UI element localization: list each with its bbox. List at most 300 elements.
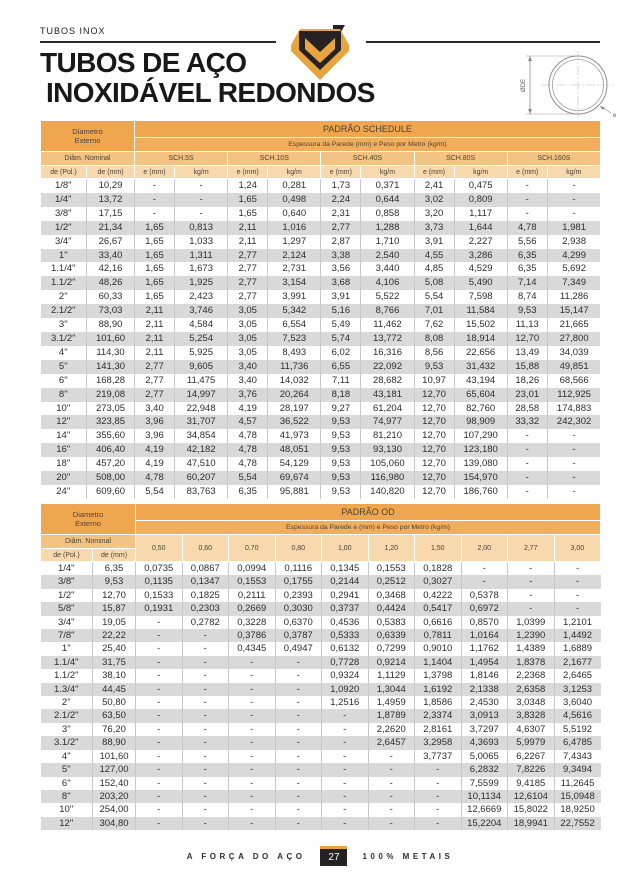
- cell-value: 8,18: [321, 388, 361, 402]
- cell-value: 1,311: [175, 249, 228, 263]
- cell-value: 2,8161: [415, 723, 462, 736]
- cell-nominal-pol: 1/2": [57, 589, 75, 601]
- cell-value: 7,598: [454, 290, 507, 304]
- cell-value: 1,0920: [322, 683, 369, 696]
- cell-nominal-pol: 2.1/2": [50, 305, 76, 317]
- cell-value: -: [275, 709, 322, 722]
- cell-value: 1,4959: [368, 696, 415, 709]
- cell-value: 0,2669: [229, 602, 276, 615]
- cell-value: -: [135, 207, 175, 221]
- cell-value: 3,7297: [461, 723, 508, 736]
- table-title: PADRÃO OD: [136, 504, 601, 521]
- table-row: [41, 709, 601, 722]
- table-row: [41, 629, 601, 642]
- cell-value: -: [322, 790, 369, 803]
- cell-nominal-pol: 5": [61, 764, 71, 776]
- cell-value: 1,033: [175, 235, 228, 249]
- cell-value: 54,129: [268, 457, 321, 471]
- cell-value: 3,0348: [508, 696, 555, 709]
- cell-nominal-pol: 1": [58, 249, 68, 261]
- cell-value: 0,1553: [229, 575, 276, 588]
- divider-right: [366, 41, 600, 43]
- cell-nominal-mm: 152,40: [93, 777, 136, 790]
- cell-value: 1,4492: [554, 629, 601, 642]
- table-subtitle: Espessura da Parede e (mm) e Peso por Metro (kg/m): [136, 521, 601, 535]
- cell-value: -: [554, 562, 601, 576]
- table-header-row: [41, 152, 601, 166]
- cell-value: -: [182, 629, 229, 642]
- table-row: [41, 388, 601, 402]
- cell-value: 10,97: [414, 374, 454, 388]
- cell-value: 139,080: [454, 457, 507, 471]
- cell-value: 9,53: [321, 415, 361, 429]
- cell-value: -: [182, 750, 229, 763]
- cell-nominal-mm: 44,45: [93, 683, 136, 696]
- cell-nominal-pol: 3.1/2": [53, 737, 79, 749]
- cell-value: -: [322, 803, 369, 816]
- cell-value: 36,522: [268, 415, 321, 429]
- cell-value: 12,70: [414, 457, 454, 471]
- cell-value: 18,9250: [554, 803, 601, 816]
- cell-nominal-pol: 6": [58, 374, 68, 386]
- cell-value: 7,8226: [508, 763, 555, 776]
- cell-value: 14,997: [175, 388, 228, 402]
- cell-value: 4,78: [228, 457, 268, 471]
- cell-value: -: [368, 750, 415, 763]
- thickness-header: 1,50: [415, 535, 462, 562]
- cell-value: -: [547, 485, 600, 499]
- cell-nominal-mm: 168,28: [87, 374, 135, 388]
- cell-value: -: [368, 817, 415, 830]
- cell-value: 11,736: [268, 360, 321, 374]
- cell-value: 2,3374: [415, 709, 462, 722]
- cell-value: 5,74: [321, 332, 361, 346]
- table-row: [41, 193, 601, 207]
- cell-value: 2,77: [228, 276, 268, 290]
- table-row: [41, 562, 601, 576]
- footer-slogan-left: A FORÇA DO AÇO: [186, 851, 306, 861]
- cell-value: 0,0735: [136, 562, 183, 576]
- table-row: [41, 443, 601, 457]
- cell-value: 0,5378: [461, 589, 508, 602]
- cell-value: 3,2958: [415, 736, 462, 749]
- cell-value: 2,11: [135, 318, 175, 332]
- page-title-line2: INOXIDÁVEL REDONDOS: [46, 77, 375, 108]
- table-row: [41, 642, 601, 655]
- cell-value: 4,78: [228, 429, 268, 443]
- table-row: [41, 262, 601, 276]
- corner-header: [41, 504, 136, 535]
- cell-value: 4,85: [414, 262, 454, 276]
- cell-value: -: [182, 669, 229, 682]
- table-row: [41, 803, 601, 816]
- page-title-line1: TUBOS DE AÇO: [40, 47, 247, 78]
- cell-value: -: [136, 683, 183, 696]
- cell-value: 6,55: [321, 360, 361, 374]
- cell-value: 22,948: [175, 402, 228, 416]
- cell-value: 0,3786: [229, 629, 276, 642]
- cell-value: 123,180: [454, 443, 507, 457]
- cell-value: -: [182, 763, 229, 776]
- table-title: PADRÃO SCHEDULE: [135, 121, 601, 138]
- page-title: [40, 48, 375, 108]
- cell-value: -: [322, 817, 369, 830]
- cell-value: -: [229, 790, 276, 803]
- cell-value: 12,70: [414, 443, 454, 457]
- cell-nominal-mm: 10,29: [87, 179, 135, 193]
- cell-value: 4,55: [414, 249, 454, 263]
- table-row: [41, 457, 601, 471]
- cell-value: 0,3030: [275, 602, 322, 615]
- cell-value: 60,207: [175, 471, 228, 485]
- cell-value: 23,01: [507, 388, 547, 402]
- cell-nominal-pol: 3.1/2": [50, 332, 76, 344]
- cell-value: 4,529: [454, 262, 507, 276]
- cell-value: 154,970: [454, 471, 507, 485]
- cell-value: 33,32: [507, 415, 547, 429]
- cell-nominal-mm: 50,80: [93, 696, 136, 709]
- cell-value: 1,1404: [415, 656, 462, 669]
- cell-value: 9,53: [321, 471, 361, 485]
- col-header-e: e (mm): [414, 166, 454, 179]
- cell-value: -: [136, 817, 183, 830]
- cell-value: 1,1129: [368, 669, 415, 682]
- cell-value: 34,039: [547, 346, 600, 360]
- cell-value: 2,87: [321, 235, 361, 249]
- cell-value: 21,665: [547, 318, 600, 332]
- cell-value: 7,523: [268, 332, 321, 346]
- cell-value: -: [229, 696, 276, 709]
- cell-value: 116,980: [361, 471, 414, 485]
- cell-value: 9,53: [321, 429, 361, 443]
- cell-value: -: [275, 777, 322, 790]
- cell-value: 3,05: [228, 304, 268, 318]
- cell-nominal-mm: 219,08: [87, 388, 135, 402]
- cell-nominal-pol: 3": [61, 723, 71, 735]
- cell-nominal-mm: 304,80: [93, 817, 136, 830]
- cell-value: -: [229, 777, 276, 790]
- cell-value: -: [368, 803, 415, 816]
- col-header-e: e (mm): [507, 166, 547, 179]
- cell-nominal-pol: 1.1/4": [53, 656, 79, 668]
- cell-value: 20,264: [268, 388, 321, 402]
- table-row: [41, 683, 601, 696]
- cell-value: 3,991: [268, 290, 321, 304]
- thickness-header: 0,80: [275, 535, 322, 562]
- cell-nominal-mm: 273,05: [87, 402, 135, 416]
- cell-value: 4,106: [361, 276, 414, 290]
- cell-value: -: [182, 736, 229, 749]
- cell-value: 7,62: [414, 318, 454, 332]
- cell-value: 0,3228: [229, 616, 276, 629]
- cell-value: -: [554, 589, 601, 602]
- cell-value: -: [508, 562, 555, 576]
- cell-value: -: [275, 790, 322, 803]
- cell-value: 5,08: [414, 276, 454, 290]
- cell-value: 3,20: [414, 207, 454, 221]
- cell-nominal-mm: 6,35: [93, 562, 136, 576]
- col-header-kg: kg/m: [175, 166, 228, 179]
- cell-value: -: [547, 457, 600, 471]
- thickness-header: 1,00: [322, 535, 369, 562]
- cell-value: -: [507, 179, 547, 193]
- cell-value: 22,7552: [554, 817, 601, 830]
- cell-value: 9,27: [321, 402, 361, 416]
- cell-value: -: [508, 602, 555, 615]
- cell-nominal-pol: 16": [56, 444, 71, 456]
- wall-thickness-label: e: [613, 113, 617, 118]
- cell-value: 0,3787: [275, 629, 322, 642]
- cell-value: 1,24: [228, 179, 268, 193]
- cell-value: 0,2303: [182, 602, 229, 615]
- cell-value: 3,38: [321, 249, 361, 263]
- cell-value: 1,65: [135, 249, 175, 263]
- cell-value: 0,281: [268, 179, 321, 193]
- cell-value: 0,6132: [322, 642, 369, 655]
- cell-value: 0,1116: [275, 562, 322, 576]
- cell-value: 43,181: [361, 388, 414, 402]
- cell-nominal-pol: 1": [61, 643, 71, 655]
- cell-value: 2,77: [135, 360, 175, 374]
- cell-nominal-pol: 1/4": [54, 193, 72, 205]
- cell-value: 41,973: [268, 429, 321, 443]
- cell-value: 1,4954: [461, 656, 508, 669]
- cell-value: -: [229, 709, 276, 722]
- table-row: [41, 290, 601, 304]
- cell-value: 0,1553: [368, 562, 415, 576]
- cell-value: -: [322, 763, 369, 776]
- cell-nominal-mm: 203,20: [93, 790, 136, 803]
- cell-value: -: [229, 723, 276, 736]
- thickness-header: 1,20: [368, 535, 415, 562]
- cell-value: 5,254: [175, 332, 228, 346]
- table-subtitle: Espessura da Parede (mm) e Peso por Metro (kg/m): [135, 138, 601, 152]
- cell-value: -: [554, 575, 601, 588]
- cell-value: -: [415, 777, 462, 790]
- cell-value: -: [508, 589, 555, 602]
- cell-value: -: [136, 790, 183, 803]
- cell-value: 0,6339: [368, 629, 415, 642]
- cell-nominal-mm: 127,00: [93, 763, 136, 776]
- cell-value: 8,08: [414, 332, 454, 346]
- cell-value: -: [275, 736, 322, 749]
- table-header-row: [41, 535, 601, 549]
- table-row: [41, 777, 601, 790]
- cell-nominal-pol: 1.1/4": [50, 263, 76, 275]
- corner-line1: Diametro: [72, 127, 103, 136]
- divider-left: [40, 41, 276, 43]
- nominal-header: Diâm. Nominal: [41, 152, 135, 166]
- table-row: [41, 207, 601, 221]
- cell-value: 1,117: [454, 207, 507, 221]
- cell-value: 0,6972: [461, 602, 508, 615]
- cell-value: 3,96: [135, 415, 175, 429]
- cell-nominal-pol: 3/4": [57, 616, 75, 628]
- table-row: [41, 790, 601, 803]
- cell-value: 9,53: [507, 304, 547, 318]
- cell-value: 4,299: [547, 249, 600, 263]
- cell-value: 2,77: [228, 249, 268, 263]
- cell-value: -: [229, 803, 276, 816]
- cell-value: -: [136, 736, 183, 749]
- cell-value: 22,656: [454, 346, 507, 360]
- thickness-header: 2,00: [461, 535, 508, 562]
- cell-value: 2,11: [135, 332, 175, 346]
- cell-value: 11,462: [361, 318, 414, 332]
- cell-value: 4,19: [135, 443, 175, 457]
- cell-value: 1,3798: [415, 669, 462, 682]
- cell-value: 5,16: [321, 304, 361, 318]
- cell-value: -: [322, 723, 369, 736]
- cell-value: 61,204: [361, 402, 414, 416]
- cell-value: 3,73: [414, 221, 454, 235]
- col-header-pol: de (Pol.): [41, 166, 87, 179]
- col-header-mm: de (mm): [87, 166, 135, 179]
- cell-value: -: [229, 669, 276, 682]
- cell-value: 15,8022: [508, 803, 555, 816]
- cell-value: 2,11: [228, 235, 268, 249]
- cell-value: 1,8789: [368, 709, 415, 722]
- cell-nominal-pol: 18": [56, 458, 71, 470]
- cell-value: 69,674: [268, 471, 321, 485]
- cell-value: 4,5616: [554, 709, 601, 722]
- cell-value: -: [136, 629, 183, 642]
- cell-value: 1,6192: [415, 683, 462, 696]
- cell-value: 3,05: [228, 346, 268, 360]
- cell-value: -: [507, 207, 547, 221]
- table-row: [41, 723, 601, 736]
- cell-value: 0,2512: [368, 575, 415, 588]
- cell-value: 1,8586: [415, 696, 462, 709]
- cell-value: 1,65: [228, 207, 268, 221]
- cell-value: 6,35: [507, 249, 547, 263]
- col-header-kg: kg/m: [361, 166, 414, 179]
- cell-value: 3,154: [268, 276, 321, 290]
- cell-value: -: [508, 575, 555, 588]
- cell-nominal-mm: 88,90: [93, 736, 136, 749]
- cell-value: 11,2645: [554, 777, 601, 790]
- cell-value: 1,65: [135, 262, 175, 276]
- cell-nominal-pol: 24": [56, 485, 71, 497]
- cell-value: 93,130: [361, 443, 414, 457]
- diameter-dim-label: ØDE: [521, 78, 527, 93]
- cell-value: -: [554, 602, 601, 615]
- cell-nominal-pol: 1/8": [54, 180, 72, 191]
- cell-value: 1,3044: [368, 683, 415, 696]
- cell-value: 74,977: [361, 415, 414, 429]
- table-header-row: [41, 121, 601, 138]
- table-row: [41, 616, 601, 629]
- cell-value: -: [229, 817, 276, 830]
- table-row: [41, 235, 601, 249]
- cell-value: -: [182, 696, 229, 709]
- cell-value: 0,1533: [136, 589, 183, 602]
- cell-value: 49,851: [547, 360, 600, 374]
- cell-value: 31,432: [454, 360, 507, 374]
- cell-nominal-mm: 48,26: [87, 276, 135, 290]
- cell-value: 2,2368: [508, 669, 555, 682]
- cell-value: 27,800: [547, 332, 600, 346]
- cell-value: 1,981: [547, 221, 600, 235]
- cell-value: -: [175, 179, 228, 193]
- table-row: [41, 360, 601, 374]
- cell-value: 6,2832: [461, 763, 508, 776]
- col-header-mm: de (mm): [93, 549, 136, 562]
- cell-value: 4,78: [135, 471, 175, 485]
- cell-value: -: [368, 763, 415, 776]
- cell-value: 3,02: [414, 193, 454, 207]
- cell-nominal-pol: 8": [58, 388, 68, 400]
- cell-value: 7,01: [414, 304, 454, 318]
- cell-value: 0,8570: [461, 616, 508, 629]
- tube-diagram-drawing: [510, 50, 634, 118]
- cell-value: 4,584: [175, 318, 228, 332]
- cell-value: 1,65: [135, 276, 175, 290]
- cell-nominal-pol: 10": [56, 402, 71, 414]
- cell-value: 0,1347: [182, 575, 229, 588]
- cell-value: 2,77: [135, 388, 175, 402]
- cell-value: 1,016: [268, 221, 321, 235]
- cell-value: 3,91: [321, 290, 361, 304]
- cell-value: 9,53: [414, 360, 454, 374]
- cell-value: -: [229, 683, 276, 696]
- cell-value: 0,1755: [275, 575, 322, 588]
- cell-value: -: [175, 207, 228, 221]
- cell-value: -: [175, 193, 228, 207]
- cell-nominal-pol: 12": [59, 817, 74, 829]
- cell-value: 1,4389: [508, 642, 555, 655]
- cell-value: 1,2390: [508, 629, 555, 642]
- table-row: [41, 485, 601, 499]
- table-row: [41, 589, 601, 602]
- cell-value: 1,73: [321, 179, 361, 193]
- cell-value: 0,1345: [322, 562, 369, 576]
- cell-value: -: [368, 790, 415, 803]
- cell-value: 0,1135: [136, 575, 183, 588]
- cell-value: 0,3468: [368, 589, 415, 602]
- cell-value: -: [182, 683, 229, 696]
- cell-value: 31,707: [175, 415, 228, 429]
- cell-value: 12,6669: [461, 803, 508, 816]
- cell-value: -: [275, 669, 322, 682]
- cell-value: 0,2144: [322, 575, 369, 588]
- cell-value: 2,11: [228, 221, 268, 235]
- cell-nominal-mm: 42,16: [87, 262, 135, 276]
- cell-value: 0,4536: [322, 616, 369, 629]
- cell-value: 2,2620: [368, 723, 415, 736]
- cell-value: -: [547, 193, 600, 207]
- cell-value: 0,6616: [415, 616, 462, 629]
- cell-value: 3,40: [135, 402, 175, 416]
- cell-value: 12,70: [414, 388, 454, 402]
- cell-value: -: [322, 777, 369, 790]
- cell-value: 9,53: [321, 457, 361, 471]
- thickness-header: 2,77: [508, 535, 555, 562]
- table-row: [41, 696, 601, 709]
- cell-value: -: [322, 709, 369, 722]
- cell-value: 15,0948: [554, 790, 601, 803]
- cell-value: 2,11: [135, 304, 175, 318]
- cell-value: -: [135, 193, 175, 207]
- group-header: SCH.160S: [507, 152, 600, 166]
- cell-value: 34,854: [175, 429, 228, 443]
- cell-value: 68,566: [547, 374, 600, 388]
- cell-value: -: [136, 642, 183, 655]
- cell-value: -: [461, 575, 508, 588]
- table-row: [41, 750, 601, 763]
- cell-value: 0,2111: [229, 589, 276, 602]
- cell-value: 1,710: [361, 235, 414, 249]
